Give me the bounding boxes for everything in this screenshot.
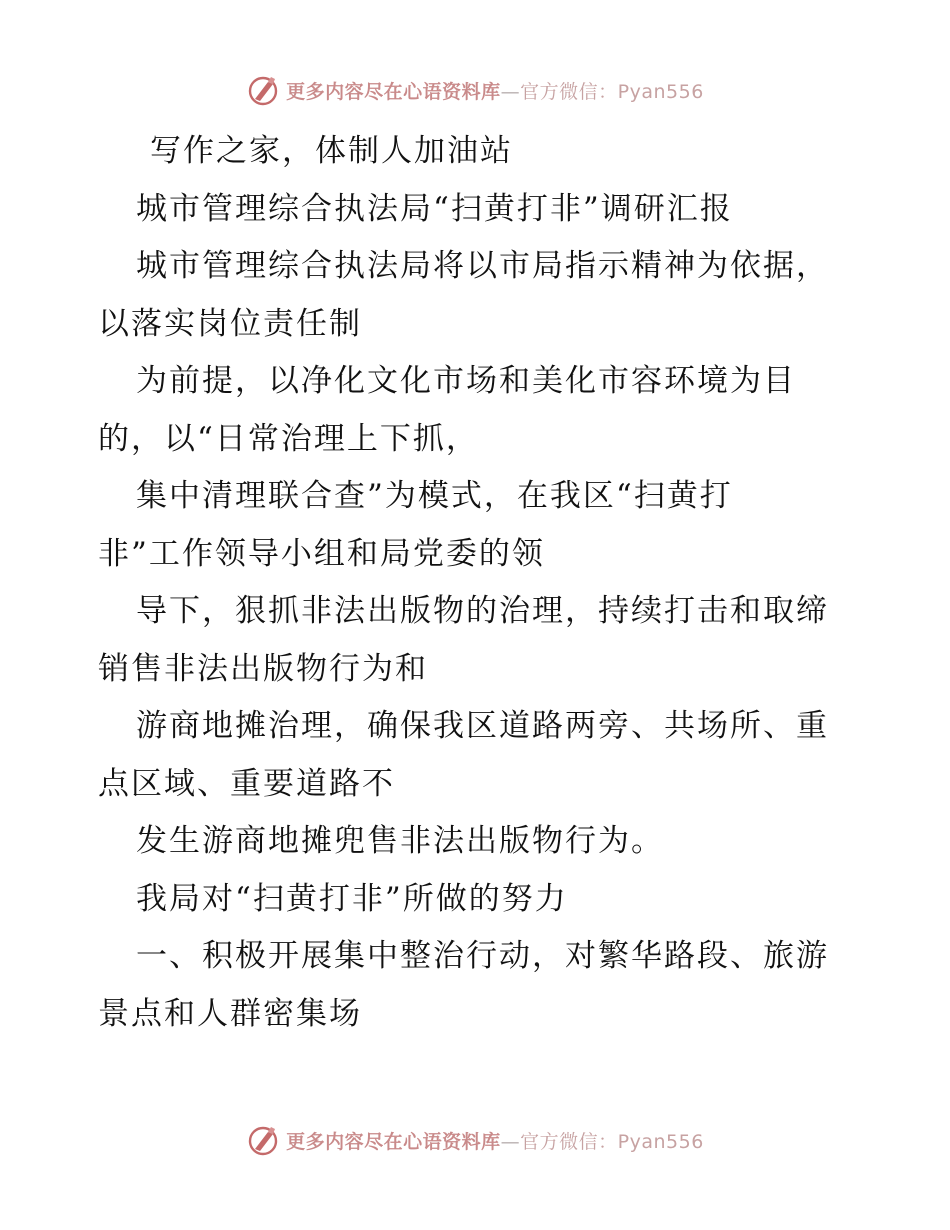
- document-title: 城市管理综合执法局“扫黄打非”调研汇报: [136, 190, 733, 227]
- document-body: [98, 123, 858, 1043]
- footer-banner: [0, 1120, 950, 1160]
- pen-nib-logo-icon: [246, 73, 280, 107]
- document-line: 销售非法出版物行为和: [98, 650, 428, 687]
- footer-banner-text: [286, 1127, 704, 1154]
- document-line: 发生游商地摊兜售非法出版物行为。: [136, 823, 664, 859]
- document-line: 城市管理综合执法局将以市局指示精神为依据，: [136, 248, 829, 284]
- footer-separator: —: [500, 1130, 521, 1153]
- footer-contact-text: 官方微信：Pyan556: [520, 1130, 704, 1153]
- document-line: 一、积极开展集中整治行动，对繁华路段、旅游: [136, 938, 829, 974]
- header-brand-text: 更多内容尽在心语资料库: [286, 80, 501, 103]
- document-line: 写作之家，体制人加油站: [150, 133, 513, 169]
- document-line: 的，以“日常治理上下抓，: [98, 420, 479, 457]
- document-line: 以落实岗位责任制: [98, 305, 362, 342]
- footer-brand-text: 更多内容尽在心语资料库: [286, 1130, 501, 1153]
- header-contact-text: 官方微信：Pyan556: [520, 80, 704, 103]
- pen-nib-logo-icon: [246, 1123, 280, 1157]
- header-banner: [0, 70, 950, 110]
- document-line: 导下，狠抓非法出版物的治理，持续打击和取缔: [136, 593, 829, 629]
- header-banner-text: [286, 77, 704, 104]
- document-line: 景点和人群密集场: [98, 995, 362, 1032]
- document-line: 非”工作领导小组和局党委的领: [98, 535, 545, 572]
- document-line: 游商地摊治理，确保我区道路两旁、共场所、重: [136, 708, 829, 744]
- header-separator: —: [500, 80, 521, 103]
- document-section-heading: 我局对“扫黄打非”所做的努力: [136, 880, 568, 917]
- document-line: 为前提，以净化文化市场和美化市容环境为目: [136, 363, 796, 399]
- document-line: 点区域、重要道路不: [98, 765, 395, 802]
- document-line: 集中清理联合查”为模式，在我区“扫黄打: [136, 478, 733, 514]
